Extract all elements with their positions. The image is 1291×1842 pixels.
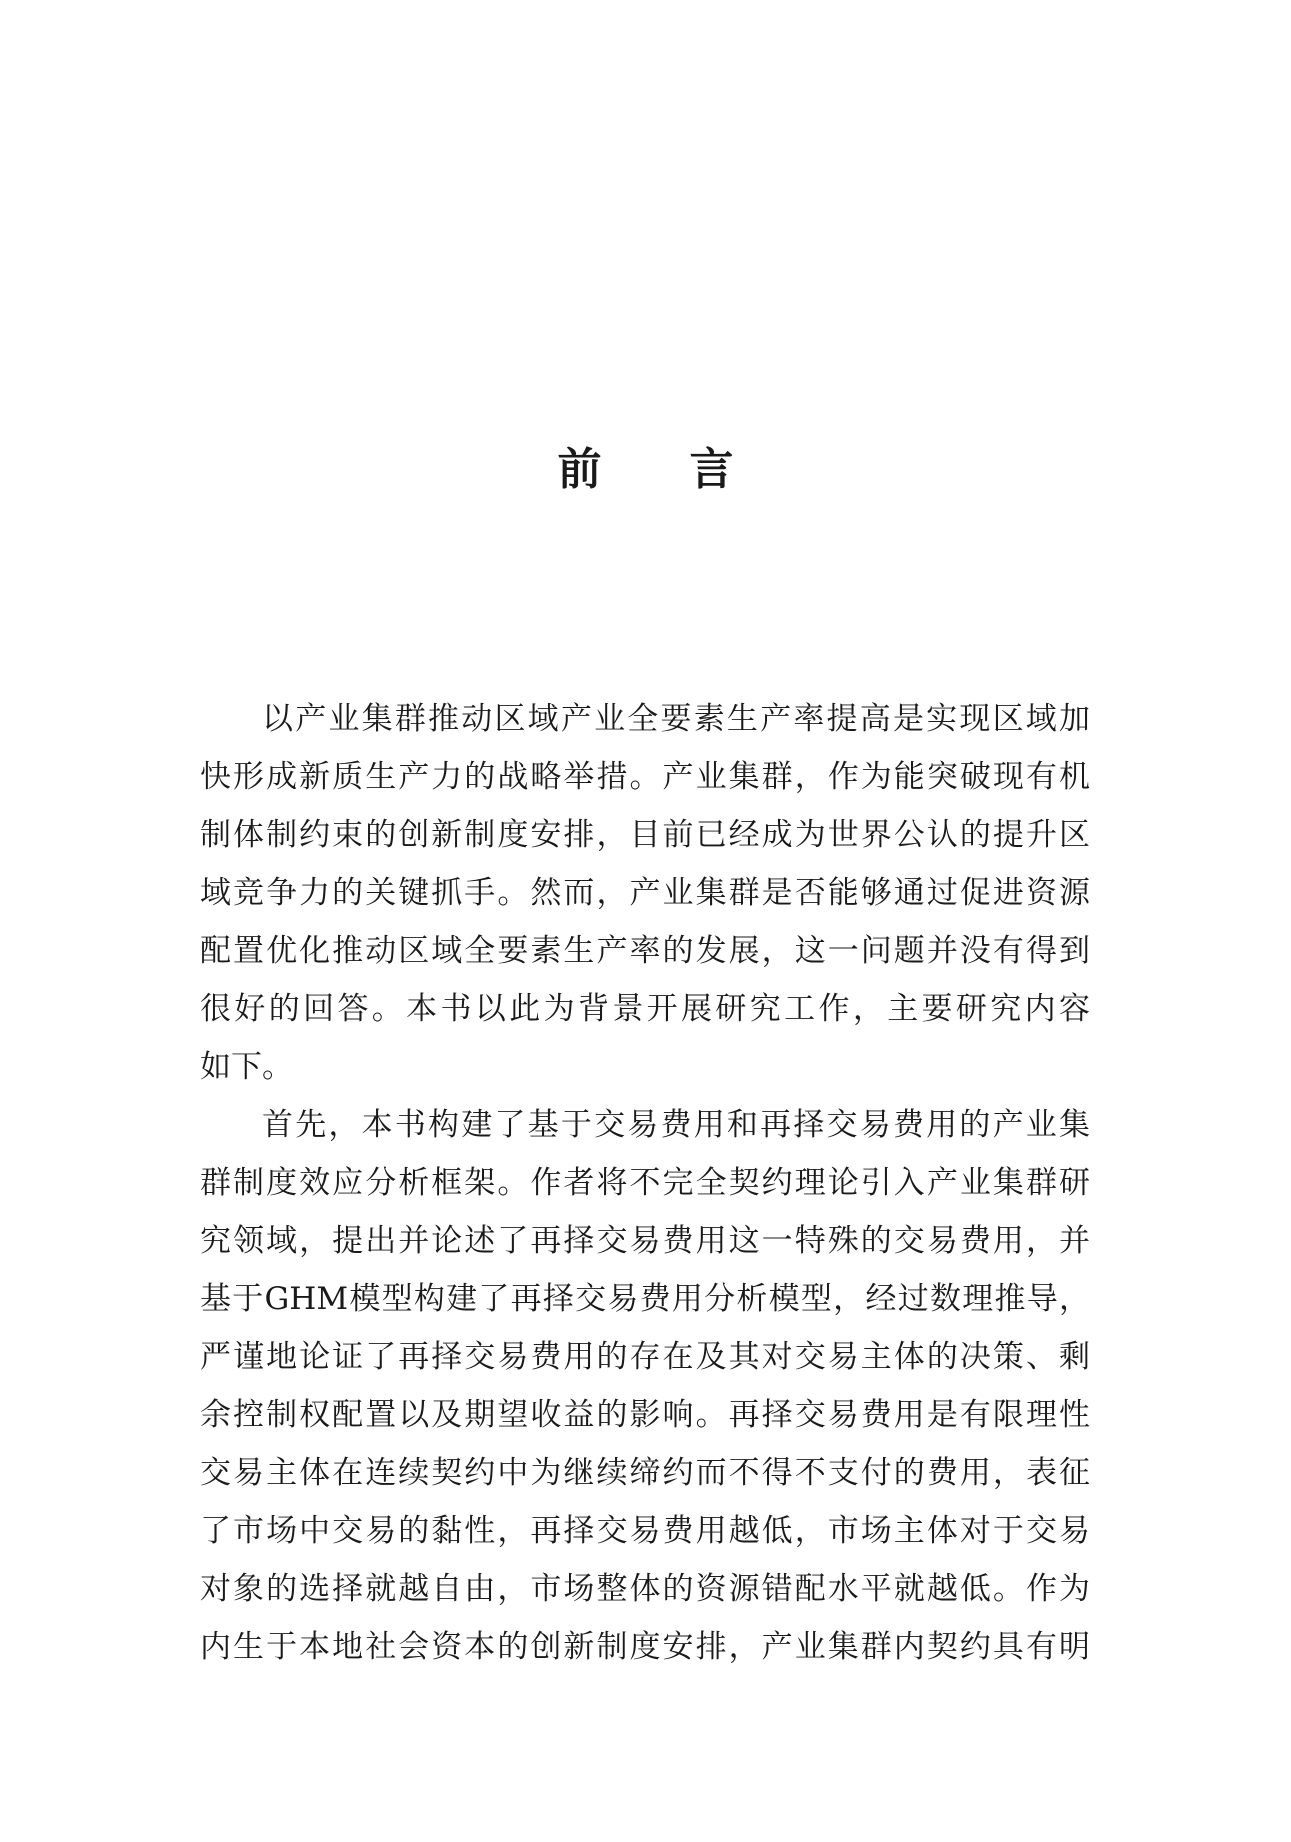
body-text	[200, 690, 1090, 1676]
text-line: 很好的回答。本书以此为背景开展研究工作，主要研究内容	[200, 991, 1090, 1027]
text-line: 对象的选择就越自由，市场整体的资源错配水平就越低。作为	[200, 1571, 1090, 1607]
text-line: 内生于本地社会资本的创新制度安排，产业集群内契约具有明	[200, 1629, 1090, 1665]
page-title	[0, 440, 1291, 500]
text-line: 如下。	[200, 1049, 293, 1085]
text-line: 基于GHM模型构建了再择交易费用分析模型，经过数理推导，	[200, 1281, 1090, 1317]
text-line: 群制度效应分析框架。作者将不完全契约理论引入产业集群研	[200, 1165, 1090, 1201]
text-line: 严谨地论证了再择交易费用的存在及其对交易主体的决策、剩	[200, 1339, 1090, 1375]
text-line: 了市场中交易的黏性，再择交易费用越低，市场主体对于交易	[200, 1513, 1090, 1549]
text-line: 以产业集群推动区域产业全要素生产率提高是实现区域加	[262, 701, 1090, 737]
text-line: 域竞争力的关键抓手。然而，产业集群是否能够通过促进资源	[200, 875, 1090, 911]
text-line: 究领域，提出并论述了再择交易费用这一特殊的交易费用，并	[200, 1223, 1090, 1259]
text-line: 制体制约束的创新制度安排，目前已经成为世界公认的提升区	[200, 817, 1090, 853]
text-line: 交易主体在连续契约中为继续缔约而不得不支付的费用，表征	[200, 1455, 1090, 1491]
text-line: 配置优化推动区域全要素生产率的发展，这一问题并没有得到	[200, 933, 1090, 969]
title-char-2: 言	[689, 444, 734, 495]
paragraph-2	[200, 1096, 1090, 1676]
text-line: 余控制权配置以及期望收益的影响。再择交易费用是有限理性	[200, 1397, 1090, 1433]
paragraph-1	[200, 690, 1090, 1096]
text-line: 快形成新质生产力的战略举措。产业集群，作为能突破现有机	[200, 759, 1090, 795]
title-char-1: 前	[557, 444, 602, 495]
text-line: 首先，本书构建了基于交易费用和再择交易费用的产业集	[262, 1107, 1090, 1143]
